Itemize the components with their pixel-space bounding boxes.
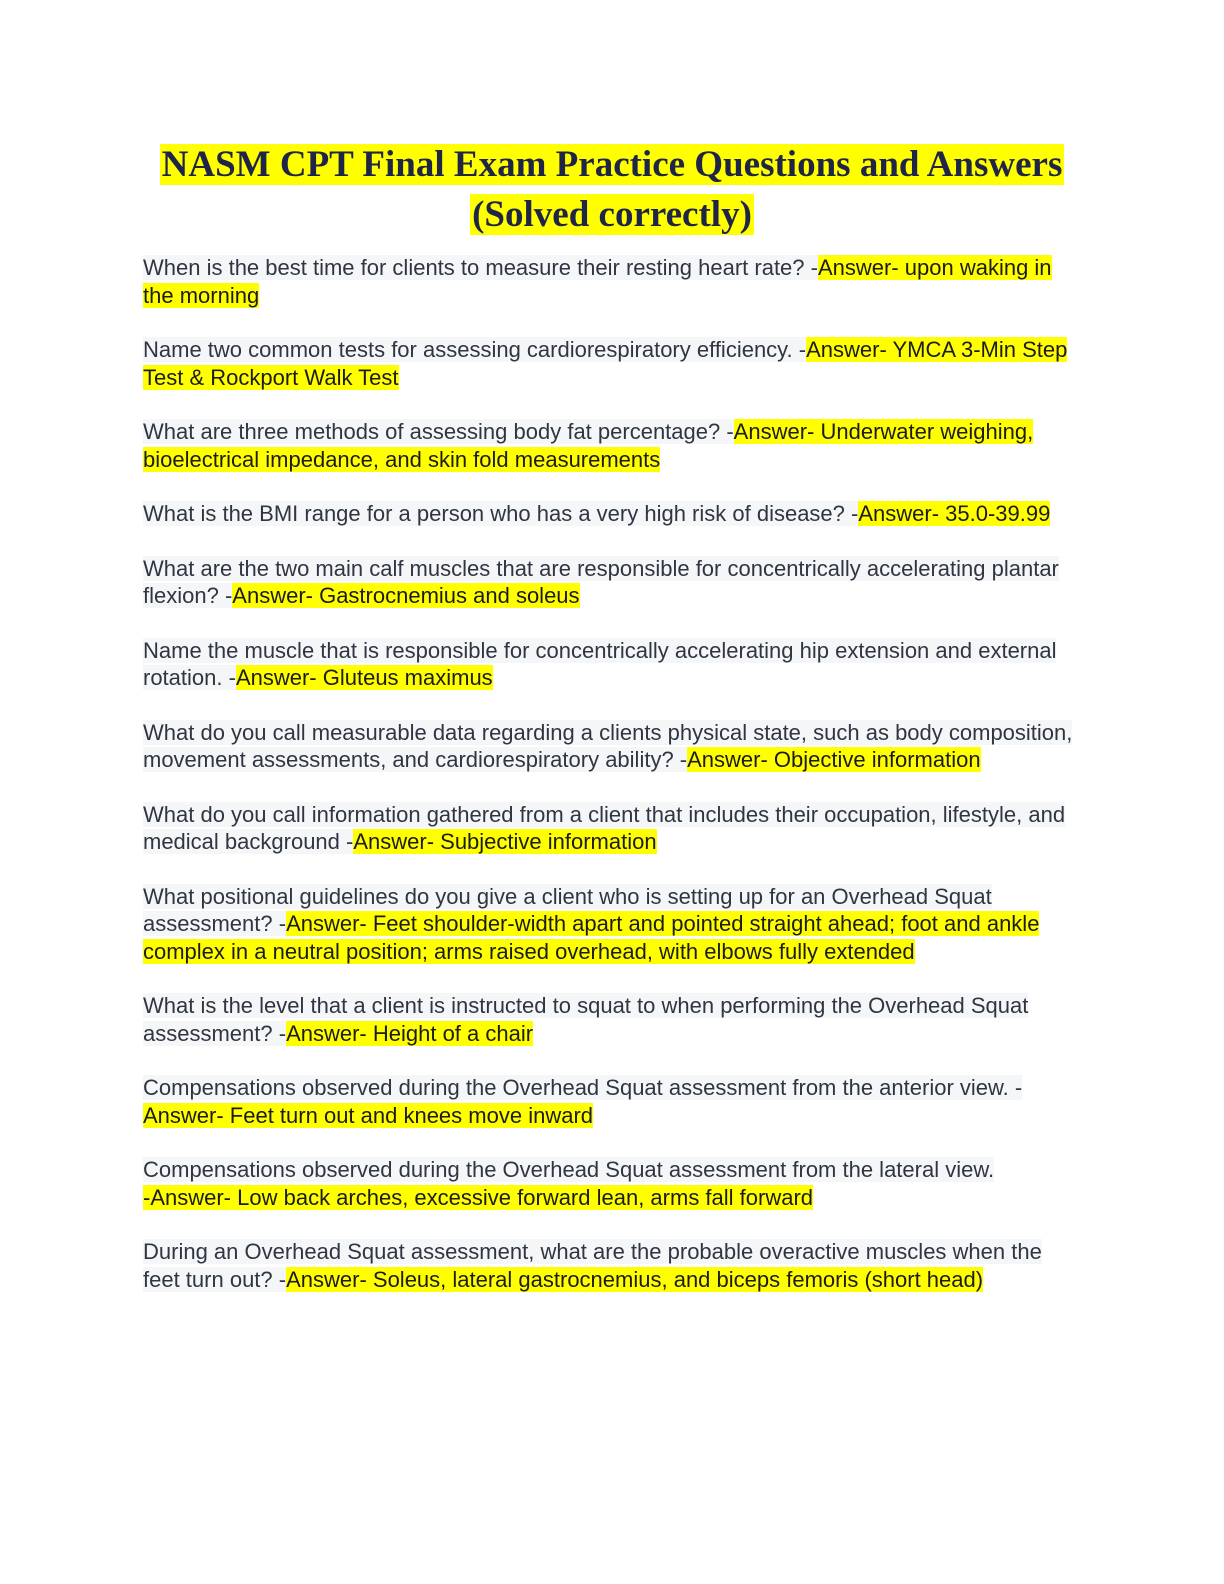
- question-text: What do you call information gathered from a client that includes their occupation, lifestyle, and medical background -: [143, 801, 1066, 854]
- question-text: Name two common tests for assessing cardiorespiratory efficiency. -: [143, 337, 807, 362]
- question-text: Compensations observed during the Overhead Squat assessment from the lateral view.: [143, 1157, 995, 1182]
- qa-item-4: [143, 500, 1083, 528]
- answer-highlight: Answer- Height of a chair: [286, 1020, 534, 1046]
- answer-highlight: -Answer- Low back arches, excessive forward lean, arms fall forward: [143, 1184, 814, 1210]
- question-text: What positional guidelines do you give a client who is setting up for an Overhead Squat assessment? -: [143, 883, 992, 936]
- qa-item-2: [143, 336, 1083, 391]
- qa-item-9: [143, 883, 1083, 966]
- question-text: Compensations observed during the Overhead Squat assessment from the anterior view. -: [143, 1075, 1023, 1100]
- answer-highlight: Answer- Feet turn out and knees move inward: [143, 1102, 594, 1128]
- answer-highlight: Answer- Feet shoulder-width apart and pointed straight ahead; foot and ankle complex in a neutral position; arms raised overhead, with elbows fully extended: [143, 911, 1040, 964]
- qa-item-7: [143, 719, 1083, 774]
- answer-highlight: Answer- upon waking in the morning: [143, 255, 1052, 308]
- qa-item-10: [143, 992, 1083, 1047]
- question-text: What is the level that a client is instructed to squat to when performing the Overhead Squat assessment? -: [143, 993, 1029, 1046]
- answer-highlight: Answer- 35.0-39.99: [858, 501, 1051, 526]
- title-line-1: NASM CPT Final Exam Practice Questions and Answers: [161, 144, 1063, 185]
- answer-highlight: Answer- Objective information: [687, 747, 981, 772]
- qa-item-6: [143, 637, 1083, 692]
- question-text: During an Overhead Squat assessment, what are the probable overactive muscles when the feet turn out? -: [143, 1239, 1042, 1292]
- title-line-1-wrap: [0, 140, 1224, 190]
- qa-item-1: [143, 254, 1083, 309]
- answer-highlight: Answer- Subjective information: [353, 829, 657, 854]
- question-text: Name the muscle that is responsible for concentrically accelerating hip extension and external rotation. -: [143, 637, 1057, 690]
- question-text: What are three methods of assessing body fat percentage? -: [143, 419, 734, 444]
- qa-item-8: [143, 801, 1083, 856]
- question-text: What is the BMI range for a person who has a very high risk of disease? -: [143, 501, 859, 526]
- question-text: What do you call measurable data regarding a clients physical state, such as body composition, movement assessments, and cardiorespiratory ability? -: [143, 719, 1073, 772]
- answer-highlight: Answer- YMCA 3-Min Step Test & Rockport Walk Test: [143, 337, 1068, 390]
- question-text: What are the two main calf muscles that are responsible for concentrically accelerating plantar flexion? -: [143, 555, 1059, 608]
- qa-item-3: [143, 418, 1083, 473]
- answer-highlight: Answer- Underwater weighing, bioelectrical impedance, and skin fold measurements: [143, 419, 1034, 472]
- qa-item-13: [143, 1238, 1083, 1293]
- question-text: When is the best time for clients to measure their resting heart rate? -: [143, 255, 818, 280]
- document-title: [0, 140, 1224, 240]
- title-line-2-wrap: [0, 190, 1224, 240]
- title-line-2: (Solved correctly): [472, 194, 752, 235]
- answer-highlight: Answer- Gluteus maximus: [235, 665, 493, 690]
- answer-highlight: Answer- Gastrocnemius and soleus: [232, 583, 580, 608]
- qa-item-12: [143, 1156, 1083, 1211]
- answer-highlight: Answer- Soleus, lateral gastrocnemius, and biceps femoris (short head): [286, 1266, 984, 1292]
- qa-item-11: [143, 1074, 1083, 1129]
- qa-item-5: [143, 555, 1083, 610]
- qa-list: [143, 254, 1083, 1320]
